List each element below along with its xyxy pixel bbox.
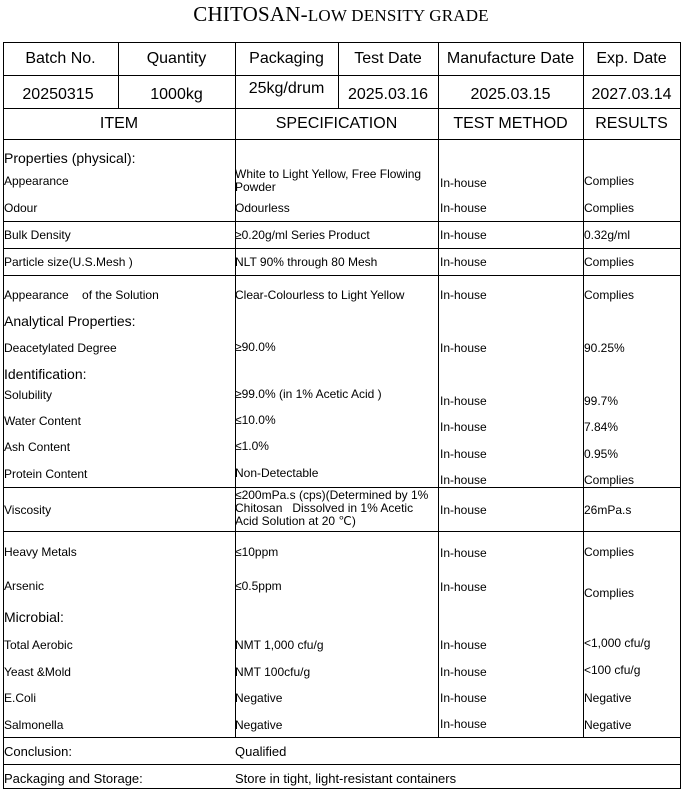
column-item: ITEM [99, 115, 139, 132]
section-identification: Identification: [4, 366, 87, 382]
spec-deacetylated: ≥90.0% [235, 340, 276, 354]
method-protein-content: In-house [440, 473, 487, 487]
spec-appearance-solution: Clear-Colourless to Light Yellow [235, 288, 405, 302]
item-arsenic: Arsenic [4, 579, 45, 593]
item-water-content: Water Content [4, 414, 81, 428]
title-rest: LOW DENSITY GRADE [307, 6, 489, 25]
section-physical: Properties (physical): [4, 150, 136, 166]
result-particle-size: Complies [584, 255, 635, 269]
quantity-label: Quantity [146, 50, 207, 67]
spec-ecoli: Negative [235, 691, 283, 705]
spec-total-aerobic: NMT 1,000 cfu/g [235, 638, 324, 652]
result-deacetylated: 90.25% [584, 341, 625, 355]
method-salmonella: In-house [440, 717, 487, 731]
item-ecoli: E.Coli [4, 691, 37, 705]
method-total-aerobic: In-house [440, 638, 487, 652]
title-main: CHITOSAN- [193, 2, 308, 26]
method-ecoli: In-house [440, 691, 487, 705]
conclusion-label: Conclusion: [4, 744, 72, 759]
column-test-method: TEST METHOD [453, 115, 568, 132]
item-protein-content: Protein Content [4, 467, 88, 481]
item-odour: Odour [4, 201, 38, 215]
result-arsenic: Complies [584, 586, 635, 600]
method-odour: In-house [440, 201, 487, 215]
method-heavy-metals: In-house [440, 546, 487, 560]
spec-odour: Odourless [235, 201, 290, 215]
manufacture-date-label: Manufacture Date [446, 50, 575, 67]
method-appearance: In-house [440, 176, 487, 190]
item-solubility: Solubility [4, 388, 53, 402]
section-microbial: Microbial: [4, 609, 64, 625]
item-deacetylated: Deacetylated Degree [4, 341, 117, 355]
item-total-aerobic: Total Aerobic [4, 638, 73, 652]
item-viscosity: Viscosity [4, 503, 52, 517]
item-salmonella: Salmonella [4, 718, 64, 732]
spec-solubility: ≥99.0% (in 1% Acetic Acid ) [235, 387, 382, 401]
method-yeast-mold: In-house [440, 665, 487, 679]
item-yeast-mold: Yeast &Mold [4, 665, 71, 679]
result-appearance-solution: Complies [584, 288, 635, 302]
spec-ash-content: ≤1.0% [235, 439, 269, 453]
method-ash-content: In-house [440, 447, 487, 461]
result-total-aerobic: <1,000 cfu/g [584, 636, 651, 650]
spec-appearance: White to Light Yellow, Free Flowing Powder [235, 167, 422, 194]
result-water-content: 7.84% [584, 420, 619, 434]
spec-particle-size: NLT 90% through 80 Mesh [235, 255, 378, 269]
item-heavy-metals: Heavy Metals [4, 545, 77, 559]
packaging-value: 25kg/drum [248, 80, 325, 97]
item-appearance-solution: Appearance of the Solution [4, 288, 159, 302]
item-particle-size: Particle size(U.S.Mesh ) [4, 255, 133, 269]
manufacture-date-value: 2025.03.15 [470, 86, 551, 103]
spec-water-content: ≤10.0% [235, 413, 276, 427]
spec-yeast-mold: NMT 100cfu/g [235, 665, 311, 679]
result-yeast-mold: <100 cfu/g [584, 663, 641, 677]
item-ash-content: Ash Content [4, 440, 71, 454]
result-protein-content: Complies [584, 473, 635, 487]
packaging-label: Packaging [249, 50, 324, 67]
test-date-value: 2025.03.16 [347, 86, 429, 103]
conclusion-value: Qualified [235, 744, 287, 759]
method-water-content: In-house [440, 420, 487, 434]
method-viscosity: In-house [440, 503, 487, 517]
storage-label: Packaging and Storage: [4, 771, 143, 786]
result-salmonella: Negative [584, 718, 632, 732]
storage-value: Store in tight, light-resistant containers [235, 771, 457, 786]
result-appearance: Complies [584, 174, 635, 188]
item-bulk-density: Bulk Density [4, 228, 71, 242]
result-viscosity: 26mPa.s [584, 503, 632, 517]
spec-bulk-density: ≥0.20g/ml Series Product [235, 228, 370, 242]
result-ecoli: Negative [584, 691, 632, 705]
column-results: RESULTS [595, 115, 668, 132]
document-title [0, 2, 682, 27]
spec-salmonella: Negative [235, 718, 283, 732]
spec-arsenic: ≤0.5ppm [235, 579, 282, 593]
result-odour: Complies [584, 201, 635, 215]
batch-no-value: 20250315 [22, 86, 94, 103]
method-deacetylated: In-house [440, 341, 487, 355]
section-analytical: Analytical Properties: [4, 313, 136, 329]
item-appearance: Appearance [4, 174, 69, 188]
column-specification: SPECIFICATION [275, 115, 398, 132]
method-appearance-solution: In-house [440, 288, 487, 302]
method-particle-size: In-house [440, 255, 487, 269]
exp-date-label: Exp. Date [596, 50, 667, 67]
exp-date-value: 2027.03.14 [591, 86, 672, 103]
spec-heavy-metals: ≤10ppm [235, 545, 279, 559]
result-ash-content: 0.95% [584, 447, 619, 461]
batch-no-label: Batch No. [25, 50, 96, 67]
method-bulk-density: In-house [440, 228, 487, 242]
method-solubility: In-house [440, 394, 487, 408]
test-date-label: Test Date [354, 50, 422, 67]
result-bulk-density: 0.32g/ml [584, 228, 631, 242]
result-solubility: 99.7% [584, 394, 619, 408]
method-arsenic: In-house [440, 580, 487, 594]
quantity-value: 1000kg [150, 86, 203, 103]
result-heavy-metals: Complies [584, 545, 635, 559]
spec-protein-content: Non-Detectable [235, 466, 319, 480]
spec-viscosity: ≤200mPa.s (cps)(Determined by 1% Chitosan Dissolved in 1% Acetic Acid Solution at 20 ℃) [235, 488, 432, 528]
